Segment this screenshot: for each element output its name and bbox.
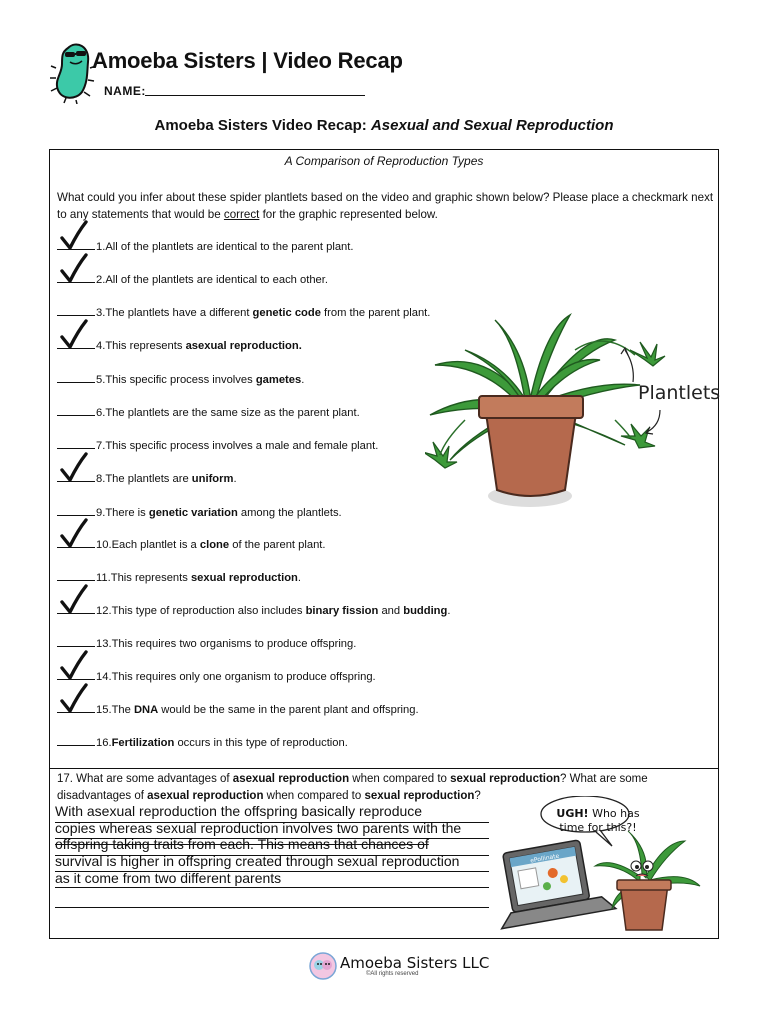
checkmark-blank[interactable] xyxy=(57,439,95,449)
answer-line[interactable]: survival is higher in offspring created through sexual reproduction xyxy=(55,853,460,869)
statement-text: 5. xyxy=(96,374,106,386)
statement-text: The plantlets have a different xyxy=(105,307,253,319)
q17-term: asexual reproduction xyxy=(232,773,350,785)
statement-text: from the parent plant. xyxy=(320,307,431,319)
statement-text: This represents xyxy=(105,340,186,352)
checkmark-icon xyxy=(58,218,92,252)
checkmark-blank[interactable] xyxy=(57,373,95,383)
statement-item xyxy=(57,240,354,253)
name-label: NAME: xyxy=(104,84,146,98)
checkmark-blank[interactable] xyxy=(57,571,95,581)
plantlets-label: Plantlets xyxy=(638,382,721,404)
statement-text: and xyxy=(378,605,404,617)
statement-text: 16. xyxy=(96,737,112,749)
statement-keyword: clone xyxy=(199,539,230,551)
q17-text: ? xyxy=(474,790,481,802)
statement-text: 2. xyxy=(96,274,106,286)
statement-text: This type of reproduction also includes xyxy=(111,605,306,617)
footer-brand: Amoeba Sisters LLC xyxy=(340,954,490,972)
statement-text: 1. xyxy=(96,241,106,253)
statement-item xyxy=(57,703,419,716)
statement-text: This requires two organisms to produce offspring. xyxy=(111,638,357,650)
statement-text: 14. xyxy=(96,671,112,683)
laptop-screen-title: ePollinate xyxy=(529,852,560,865)
statement-text: 8. xyxy=(96,473,106,485)
checkmark-blank[interactable] xyxy=(57,306,95,316)
answer-line[interactable]: offspring taking traits from each. This means that chances of xyxy=(55,836,429,852)
statement-text: 15. xyxy=(96,704,112,716)
statement-text: 13. xyxy=(96,638,112,650)
statement-text: The plantlets are the same size as the parent plant. xyxy=(105,407,360,419)
statement-keyword: genetic variation xyxy=(148,507,238,519)
statement-text: There is xyxy=(105,507,149,519)
statement-item xyxy=(57,373,304,386)
intro-text-b: for the graphic represented below. xyxy=(259,208,438,221)
amoeba-sisters-logo-icon xyxy=(309,952,337,980)
statement-keyword: uniform xyxy=(191,473,234,485)
q17-term: sexual reproduction xyxy=(450,773,561,785)
checkmark-icon xyxy=(58,681,92,715)
answer-line[interactable]: copies whereas sexual reproduction involves two parents with the xyxy=(55,820,462,836)
statement-item xyxy=(57,637,356,650)
section-divider xyxy=(49,768,719,769)
checkmark-icon xyxy=(58,516,92,550)
q17-text: when compared to xyxy=(349,773,451,785)
statement-text: This represents xyxy=(110,572,191,584)
statement-item xyxy=(57,339,302,352)
intro-text-a: What could you infer about these spider plantlets based on the video and graphic shown below? Please place a checkmark next to any statements that would be xyxy=(57,191,714,221)
instructions xyxy=(57,189,717,223)
checkmark-blank[interactable] xyxy=(57,736,95,746)
q17-term: asexual reproduction xyxy=(147,790,264,802)
answer-rule xyxy=(55,907,489,908)
statement-item xyxy=(57,571,301,584)
document-title xyxy=(0,117,768,134)
brand-title: Amoeba Sisters | Video Recap xyxy=(92,48,403,73)
statement-item xyxy=(57,670,376,683)
q17-text: when compared to xyxy=(263,790,365,802)
statement-item xyxy=(57,273,328,286)
intro-underlined: correct xyxy=(223,208,260,221)
name-field[interactable] xyxy=(145,95,365,96)
bubble-rest: Who has time for this?! xyxy=(559,807,640,834)
statement-text: This specific process involves a male and female plant. xyxy=(105,440,379,452)
q17-term: sexual reproduction xyxy=(364,790,475,802)
statement-keyword: budding xyxy=(403,605,448,617)
statement-item xyxy=(57,506,342,519)
statement-text: . xyxy=(297,572,301,584)
statement-item xyxy=(57,736,348,749)
statement-item xyxy=(57,604,450,617)
statement-text: occurs in this type of reproduction. xyxy=(174,737,348,749)
statement-text: Each plantlet is a xyxy=(111,539,200,551)
title-topic: Asexual and Sexual Reproduction xyxy=(370,117,614,134)
statement-text: All of the plantlets are identical to each other. xyxy=(105,274,328,286)
statement-text: of the parent plant. xyxy=(229,539,326,551)
answer-rule xyxy=(55,887,489,888)
statement-text: 11. xyxy=(96,572,111,584)
title-prefix: Amoeba Sisters Video Recap: xyxy=(154,117,371,134)
statement-item xyxy=(57,306,430,319)
statement-text: . xyxy=(233,473,237,485)
statement-keyword: genetic code xyxy=(252,307,321,319)
statement-keyword: asexual reproduction. xyxy=(185,340,302,352)
checkmark-icon xyxy=(58,317,92,351)
q17-text: 17. What are some advantages of xyxy=(57,773,233,785)
footer-rights: ©All rights reserved xyxy=(366,971,419,977)
checkmark-icon xyxy=(58,450,92,484)
statement-keyword: sexual reproduction xyxy=(190,572,298,584)
q17-text: ? What are some disadvantages of xyxy=(57,773,648,802)
statement-text: 6. xyxy=(96,407,106,419)
statement-text: All of the plantlets are identical to the parent plant. xyxy=(105,241,354,253)
statement-text: 3. xyxy=(96,307,106,319)
statement-text: 4. xyxy=(96,340,106,352)
statement-text: This requires only one organism to produce offspring. xyxy=(111,671,376,683)
statement-keyword: binary fission xyxy=(305,605,379,617)
statement-text: This specific process involves xyxy=(105,374,256,386)
checkmark-blank[interactable] xyxy=(57,406,95,416)
statement-text: among the plantlets. xyxy=(237,507,342,519)
checkmark-blank[interactable] xyxy=(57,637,95,647)
statement-text: 10. xyxy=(96,539,112,551)
answer-line[interactable]: With asexual reproduction the offspring basically reproduce xyxy=(55,803,423,819)
checkmark-icon xyxy=(58,648,92,682)
statement-keyword: Fertilization xyxy=(111,737,175,749)
ugh-text: UGH! xyxy=(556,807,589,820)
checkmark-blank[interactable] xyxy=(57,506,95,516)
statement-text: . xyxy=(447,605,451,617)
statement-text: The xyxy=(111,704,134,716)
checkmark-icon xyxy=(58,251,92,285)
section-heading: A Comparison of Reproduction Types xyxy=(284,154,484,168)
spider-plant-illustration xyxy=(425,310,725,520)
statement-item xyxy=(57,538,326,551)
statement-text: . xyxy=(301,374,305,386)
speech-bubble xyxy=(556,807,640,835)
statement-item xyxy=(57,439,378,452)
checkmark-icon xyxy=(58,582,92,616)
statement-text: 7. xyxy=(96,440,106,452)
statement-text: 9. xyxy=(96,507,106,519)
statement-item xyxy=(57,406,360,419)
statement-keyword: gametes xyxy=(255,374,302,386)
statement-text: 12. xyxy=(96,605,112,617)
statement-text: The plantlets are xyxy=(105,473,192,485)
statement-keyword: DNA xyxy=(133,704,159,716)
statement-text: would be the same in the parent plant and offspring. xyxy=(158,704,419,716)
answer-line[interactable]: as it come from two different parents xyxy=(55,870,282,886)
